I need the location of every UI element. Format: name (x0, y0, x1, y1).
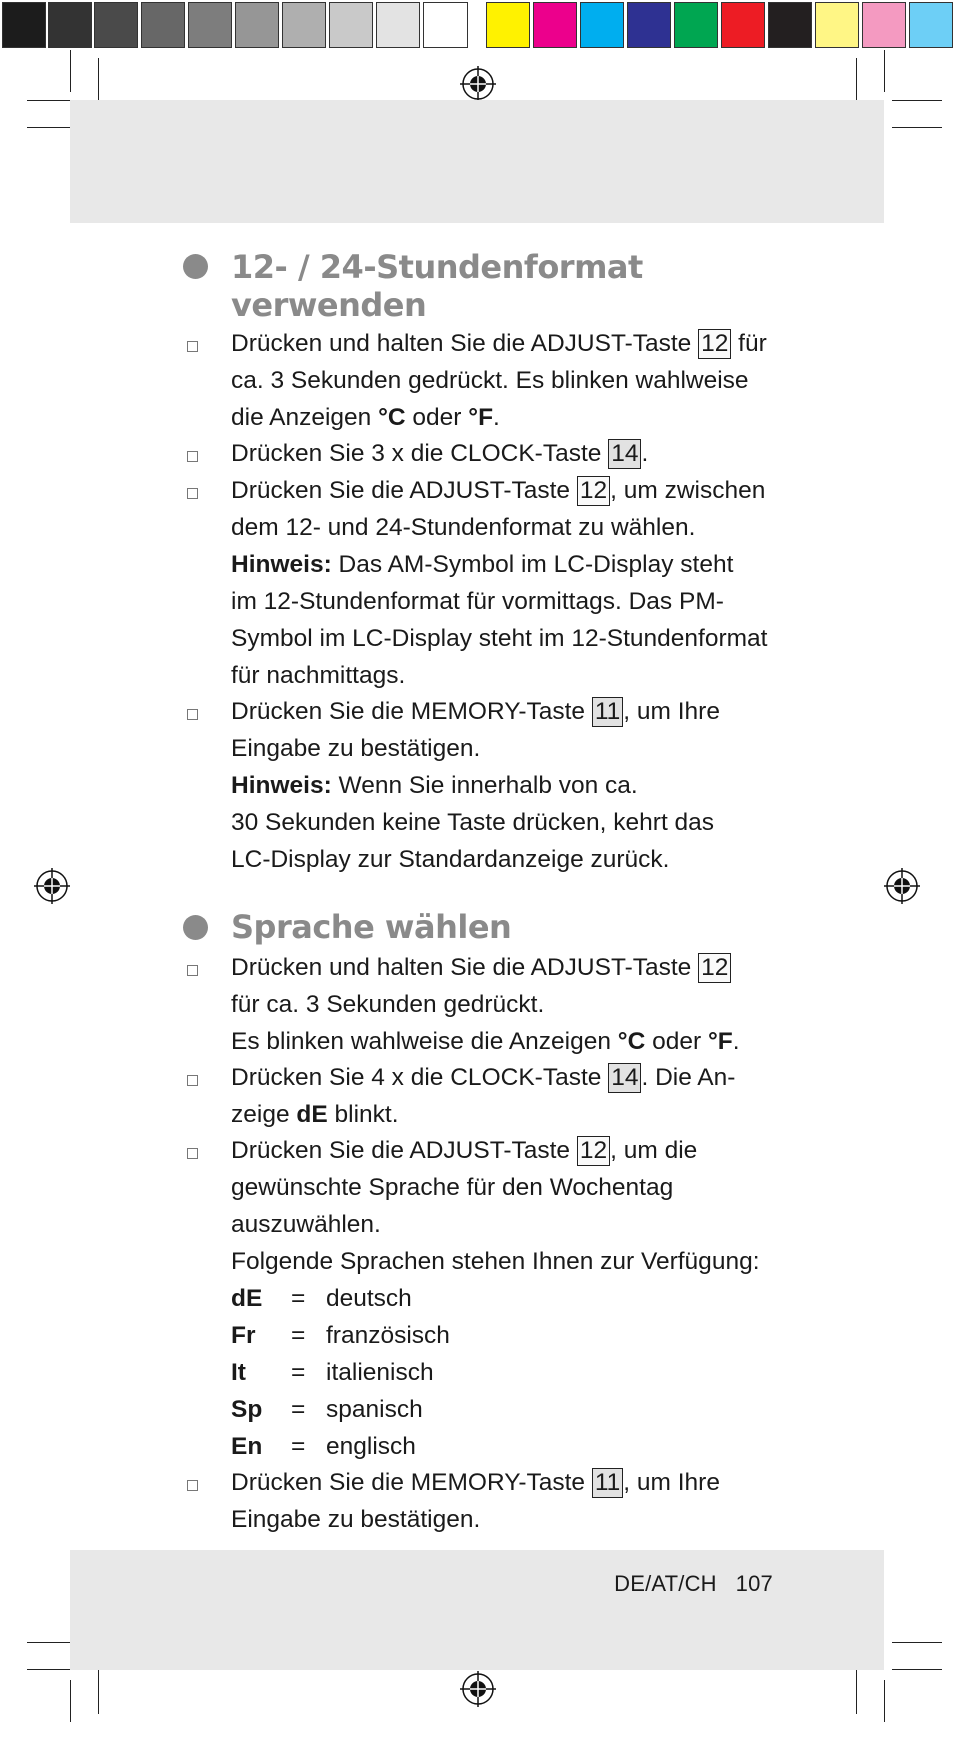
step-item (231, 472, 791, 694)
crop-mark (856, 1664, 857, 1714)
language-list (231, 1280, 791, 1465)
checkbox-icon (187, 341, 198, 352)
step-item (231, 435, 791, 472)
step-item (231, 325, 791, 436)
language-row (231, 1428, 791, 1465)
equals-sign: = (291, 1285, 306, 1312)
step-item (231, 693, 791, 878)
gray-swatch (235, 2, 279, 48)
color-swatch (768, 2, 812, 48)
note-text: für nachmittags. (231, 662, 406, 689)
step-text: dem 12- und 24-Stundenformat zu wählen. (231, 514, 696, 541)
print-color-bar (0, 0, 954, 50)
fahrenheit-symbol: °F (468, 404, 494, 431)
section-bullet-icon (183, 915, 208, 940)
step-text: zeige (231, 1101, 297, 1128)
key-reference: 12 (577, 1136, 610, 1166)
section-title (231, 248, 643, 324)
gray-swatch (48, 2, 92, 48)
step-text: , um die (610, 1137, 698, 1164)
step-text: für ca. 3 Sekunden gedrückt. (231, 991, 545, 1018)
language-name: deutsch (326, 1285, 412, 1312)
crop-mark (70, 50, 71, 92)
step-text: die Anzeigen (231, 404, 379, 431)
color-swatch (580, 2, 624, 48)
gray-swatch (329, 2, 373, 48)
color-swatch (486, 2, 530, 48)
note-text: LC-Display zur Standardanzeige zurück. (231, 846, 670, 873)
note-text: 30 Sekunden keine Taste drücken, kehrt das (231, 809, 715, 836)
language-code: dE (231, 1285, 263, 1312)
title-line-2: verwenden (231, 286, 427, 324)
note-text: Das AM-Symbol im LC-Display steht (331, 551, 734, 578)
gray-swatch (94, 2, 138, 48)
crop-mark (892, 1669, 942, 1670)
step-text: Drücken Sie die ADJUST-Taste (231, 477, 577, 504)
checkbox-icon (187, 1075, 198, 1086)
step-text: oder (405, 404, 469, 431)
section-bullet-icon (183, 254, 208, 279)
step-text: Drücken Sie die MEMORY-Taste (231, 1469, 592, 1496)
language-row (231, 1317, 791, 1354)
step-text: , um Ihre (623, 698, 720, 725)
crop-mark (884, 1680, 885, 1722)
header-band (70, 100, 884, 223)
language-name: italienisch (326, 1359, 434, 1386)
key-reference: 11 (592, 1468, 623, 1498)
step-text: ca. 3 Sekunden gedrückt. Es blinken wahlweise (231, 367, 749, 394)
color-swatch (909, 2, 953, 48)
registration-mark-icon (882, 866, 922, 906)
step-text: Eingabe zu bestätigen. (231, 1506, 481, 1533)
step-text: , um zwischen (610, 477, 766, 504)
step-text: . Die An- (641, 1064, 736, 1091)
step-text: Drücken und halten Sie die ADJUST-Taste (231, 954, 699, 981)
step-text: , um Ihre (623, 1469, 720, 1496)
language-row (231, 1354, 791, 1391)
language-code: It (231, 1359, 246, 1386)
color-swatch (721, 2, 765, 48)
color-swatch (533, 2, 577, 48)
step-item (231, 1132, 791, 1465)
crop-mark (884, 50, 885, 92)
gray-swatch (141, 2, 185, 48)
key-reference: 11 (592, 697, 623, 727)
gray-swatch (423, 2, 468, 48)
step-item (231, 1059, 791, 1133)
color-swatch (627, 2, 671, 48)
step-text: gewünschte Sprache für den Wochentag (231, 1174, 674, 1201)
step-item (231, 1464, 791, 1538)
step-text: auszuwählen. (231, 1211, 381, 1238)
step-text: Drücken Sie die ADJUST-Taste (231, 1137, 577, 1164)
gray-swatch (188, 2, 232, 48)
step-text: oder (645, 1028, 708, 1055)
language-name: spanisch (326, 1396, 423, 1423)
display-code: dE (296, 1101, 328, 1128)
checkbox-icon (187, 1480, 198, 1491)
key-reference: 12 (698, 953, 731, 983)
registration-mark-icon (458, 64, 498, 104)
equals-sign: = (291, 1359, 306, 1386)
crop-mark (98, 1664, 99, 1714)
celsius-symbol: °C (617, 1028, 646, 1055)
page-footer: DE/AT/CH 107 (614, 1571, 773, 1596)
language-code: Fr (231, 1322, 256, 1349)
color-swatch (815, 2, 859, 48)
step-text: Drücken Sie 4 x die CLOCK-Taste (231, 1064, 609, 1091)
key-reference: 12 (577, 476, 610, 506)
language-code: En (231, 1433, 263, 1460)
key-reference: 14 (608, 1063, 641, 1093)
registration-mark-icon (458, 1669, 498, 1709)
color-swatch (674, 2, 718, 48)
note-label: Hinweis: (231, 551, 332, 578)
footer-band (70, 1550, 884, 1670)
crop-mark (892, 127, 942, 128)
step-text: Eingabe zu bestätigen. (231, 735, 481, 762)
step-text: Es blinken wahlweise die Anzeigen (231, 1028, 618, 1055)
crop-mark (892, 100, 942, 101)
note-text: Wenn Sie innerhalb von ca. (331, 772, 638, 799)
step-text: . (493, 404, 500, 431)
step-text: blinkt. (327, 1101, 399, 1128)
equals-sign: = (291, 1396, 306, 1423)
gray-swatch (376, 2, 420, 48)
key-reference: 12 (698, 329, 731, 359)
equals-sign: = (291, 1433, 306, 1460)
language-name: englisch (326, 1433, 416, 1460)
checkbox-icon (187, 488, 198, 499)
step-text: Drücken Sie 3 x die CLOCK-Taste (231, 440, 609, 467)
language-row (231, 1391, 791, 1428)
title-line-1: 12- / 24-Stundenformat (231, 248, 643, 286)
equals-sign: = (291, 1322, 306, 1349)
crop-mark (892, 1642, 942, 1643)
celsius-symbol: °C (378, 404, 406, 431)
step-item (231, 949, 791, 1060)
step-text: Folgende Sprachen stehen Ihnen zur Verfügung: (231, 1248, 760, 1275)
note-text: im 12-Stundenformat für vormittags. Das PM- (231, 588, 724, 615)
section-title: Sprache wählen (231, 908, 512, 946)
gray-swatch (2, 2, 46, 48)
step-text: . (641, 440, 649, 467)
language-code: Sp (231, 1396, 263, 1423)
registration-mark-icon (32, 866, 72, 906)
language-name: französisch (326, 1322, 450, 1349)
note-text: Symbol im LC-Display steht im 12-Stundenformat (231, 625, 768, 652)
step-text: . (732, 1028, 740, 1055)
note-label: Hinweis: (231, 772, 332, 799)
key-reference: 14 (608, 439, 641, 469)
language-row (231, 1280, 791, 1317)
step-text: Drücken Sie die MEMORY-Taste (231, 698, 592, 725)
step-text: für (731, 330, 767, 357)
crop-mark (70, 1680, 71, 1722)
checkbox-icon (187, 451, 198, 462)
color-swatch (862, 2, 906, 48)
checkbox-icon (187, 965, 198, 976)
gray-swatch (282, 2, 326, 48)
checkbox-icon (187, 1148, 198, 1159)
checkbox-icon (187, 709, 198, 720)
fahrenheit-symbol: °F (707, 1028, 733, 1055)
step-text: Drücken und halten Sie die ADJUST-Taste (231, 330, 699, 357)
